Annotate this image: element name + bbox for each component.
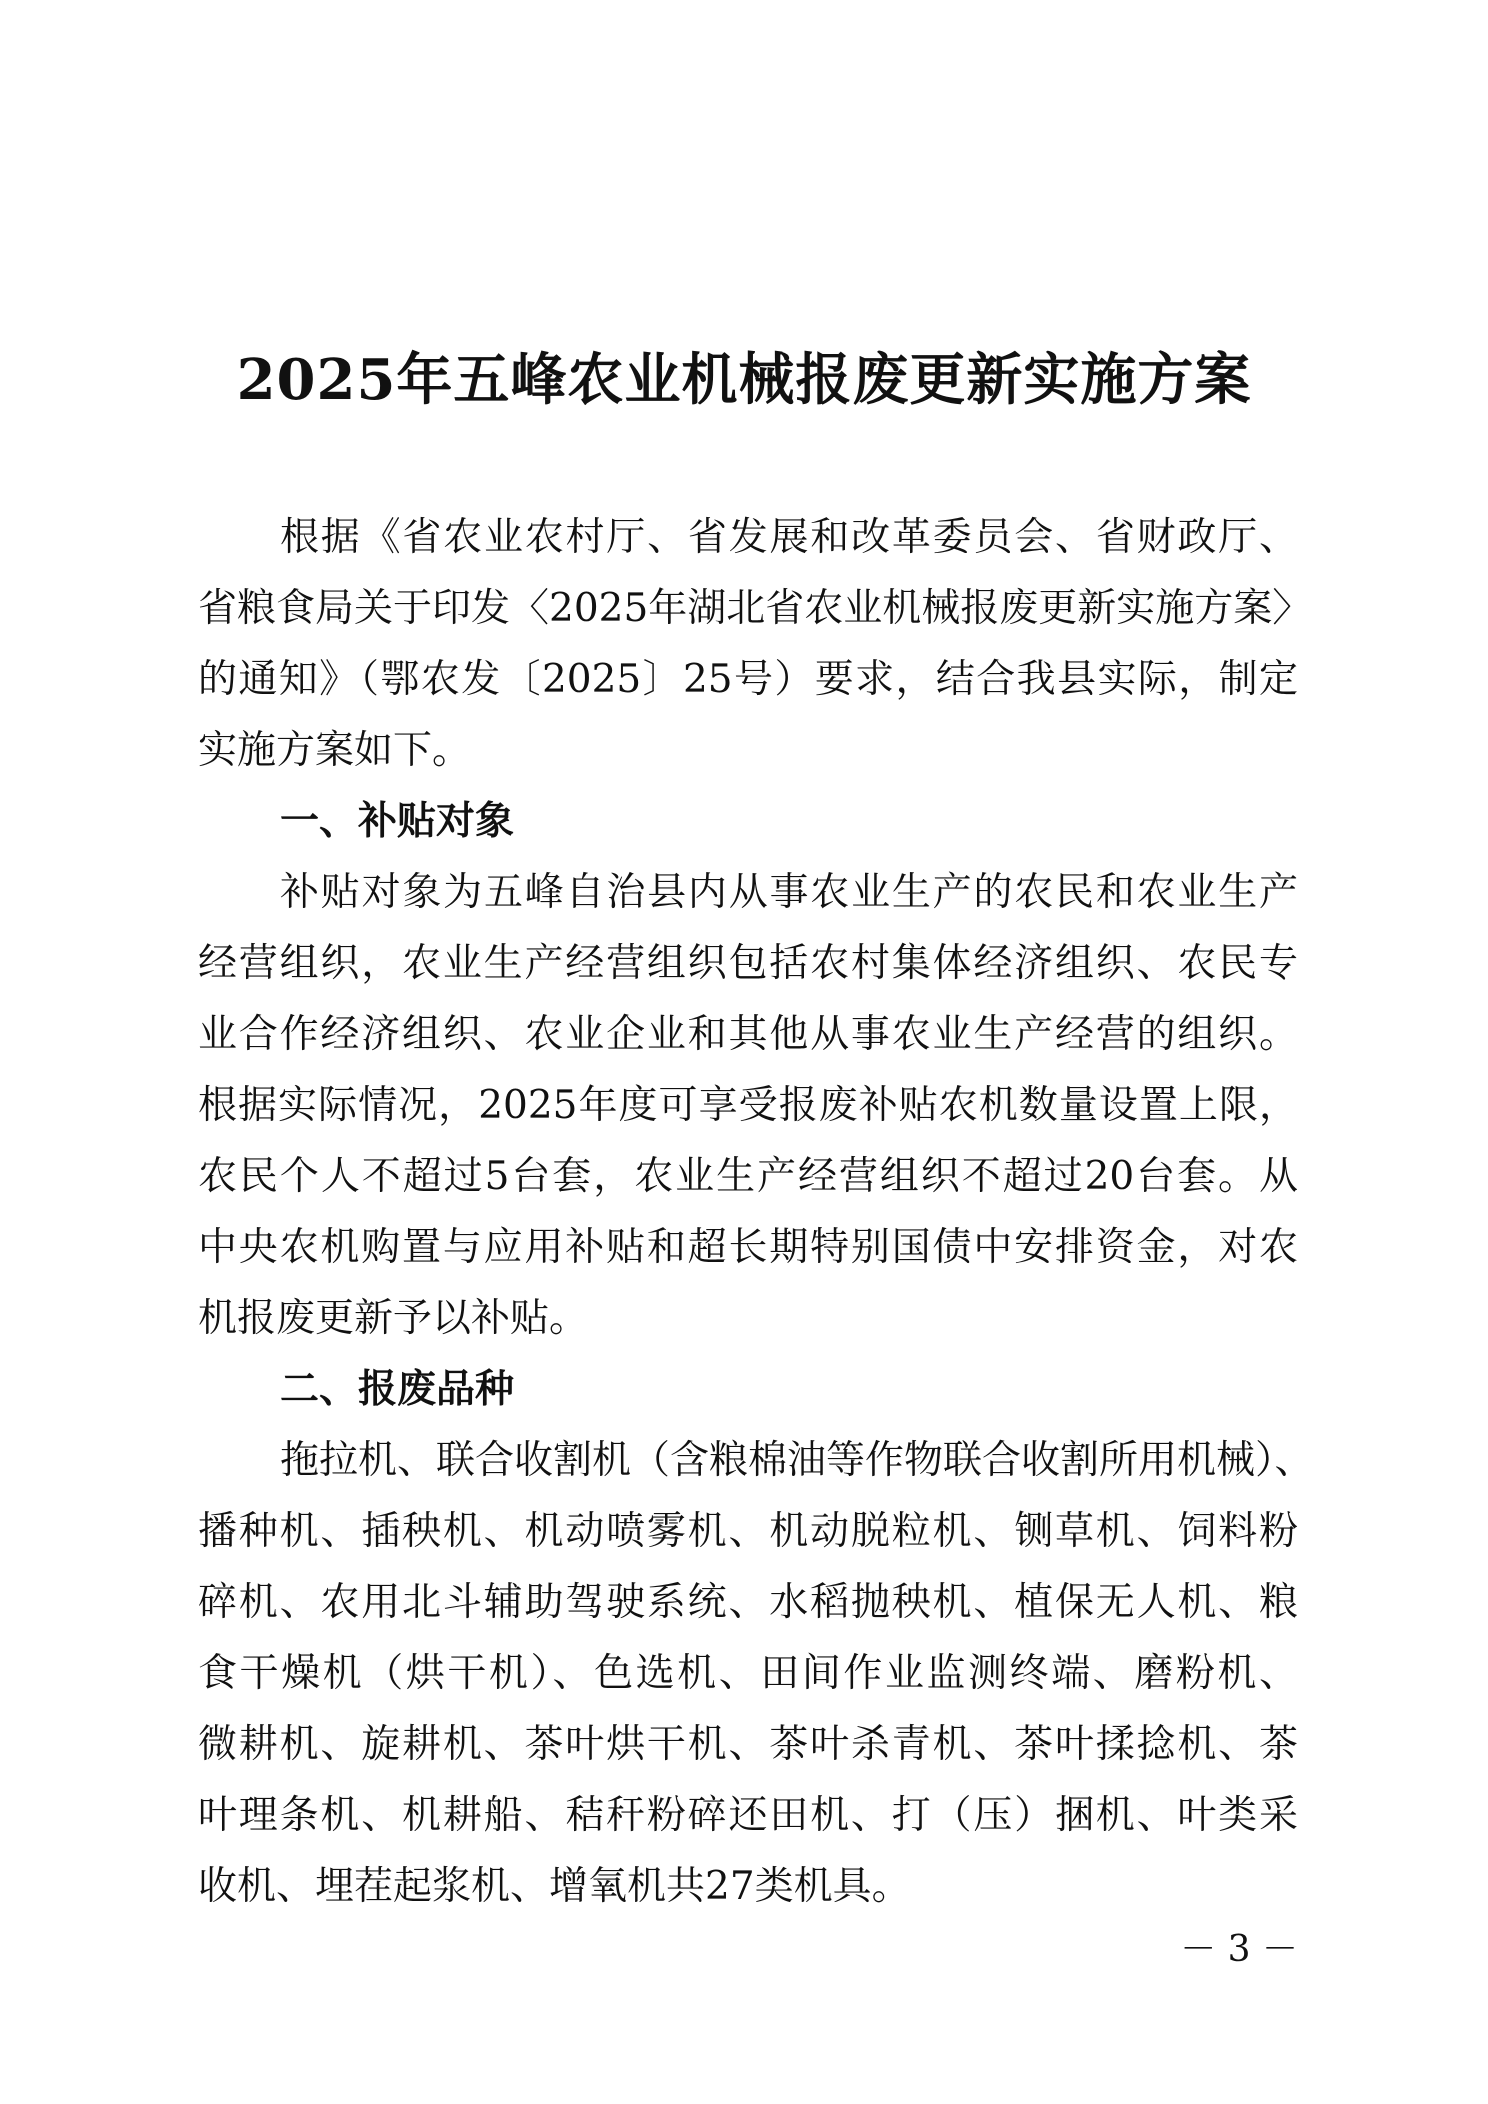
intro-line-1: 根据《省农业农村厅、省发展和改革委员会、省财政厅、 — [280, 515, 1298, 560]
page-number: － 3 － — [1180, 1929, 1298, 1970]
section2-line-5: 微耕机、旋耕机、茶叶烘干机、茶叶杀青机、茶叶揉捻机、茶 — [198, 1722, 1298, 1767]
section1-line-4: 根据实际情况，2025年度可享受报废补贴农机数量设置上限， — [198, 1083, 1298, 1128]
document-title: 2025年五峰农业机械报废更新实施方案 — [236, 347, 1252, 413]
section2-line-2: 播种机、插秧机、机动喷雾机、机动脱粒机、铡草机、饲料粉 — [198, 1509, 1298, 1554]
section1-line-2: 经营组织，农业生产经营组织包括农村集体经济组织、农民专 — [198, 941, 1298, 986]
section2-line-6: 叶理条机、机耕船、秸秆粉碎还田机、打（压）捆机、叶类采 — [198, 1793, 1298, 1838]
section2-line-3: 碎机、农用北斗辅助驾驶系统、水稻抛秧机、植保无人机、粮 — [198, 1580, 1298, 1625]
intro-line-3: 的通知》（鄂农发〔2025〕25号）要求，结合我县实际，制定 — [198, 657, 1298, 702]
intro-line-4: 实施方案如下。 — [198, 728, 472, 773]
section1-line-5: 农民个人不超过5台套，农业生产经营组织不超过20台套。从 — [198, 1154, 1298, 1199]
intro-line-2: 省粮食局关于印发〈2025年湖北省农业机械报废更新实施方案〉 — [198, 586, 1312, 631]
section2-line-4: 食干燥机（烘干机）、色选机、田间作业监测终端、磨粉机、 — [198, 1651, 1298, 1696]
section1-line-6: 中央农机购置与应用补贴和超长期特别国债中安排资金，对农 — [198, 1225, 1298, 1270]
section-heading-subsidy-target: 一、补贴对象 — [280, 799, 515, 844]
section2-line-1: 拖拉机、联合收割机（含粮棉油等作物联合收割所用机械）、 — [280, 1438, 1314, 1483]
section2-line-7: 收机、埋茬起浆机、增氧机共27类机具。 — [198, 1864, 911, 1909]
section1-line-7: 机报废更新予以补贴。 — [198, 1296, 589, 1341]
section-heading-scrap-categories: 二、报废品种 — [280, 1367, 515, 1412]
section1-line-3: 业合作经济组织、农业企业和其他从事农业生产经营的组织。 — [198, 1012, 1298, 1057]
section1-line-1: 补贴对象为五峰自治县内从事农业生产的农民和农业生产 — [280, 870, 1298, 915]
